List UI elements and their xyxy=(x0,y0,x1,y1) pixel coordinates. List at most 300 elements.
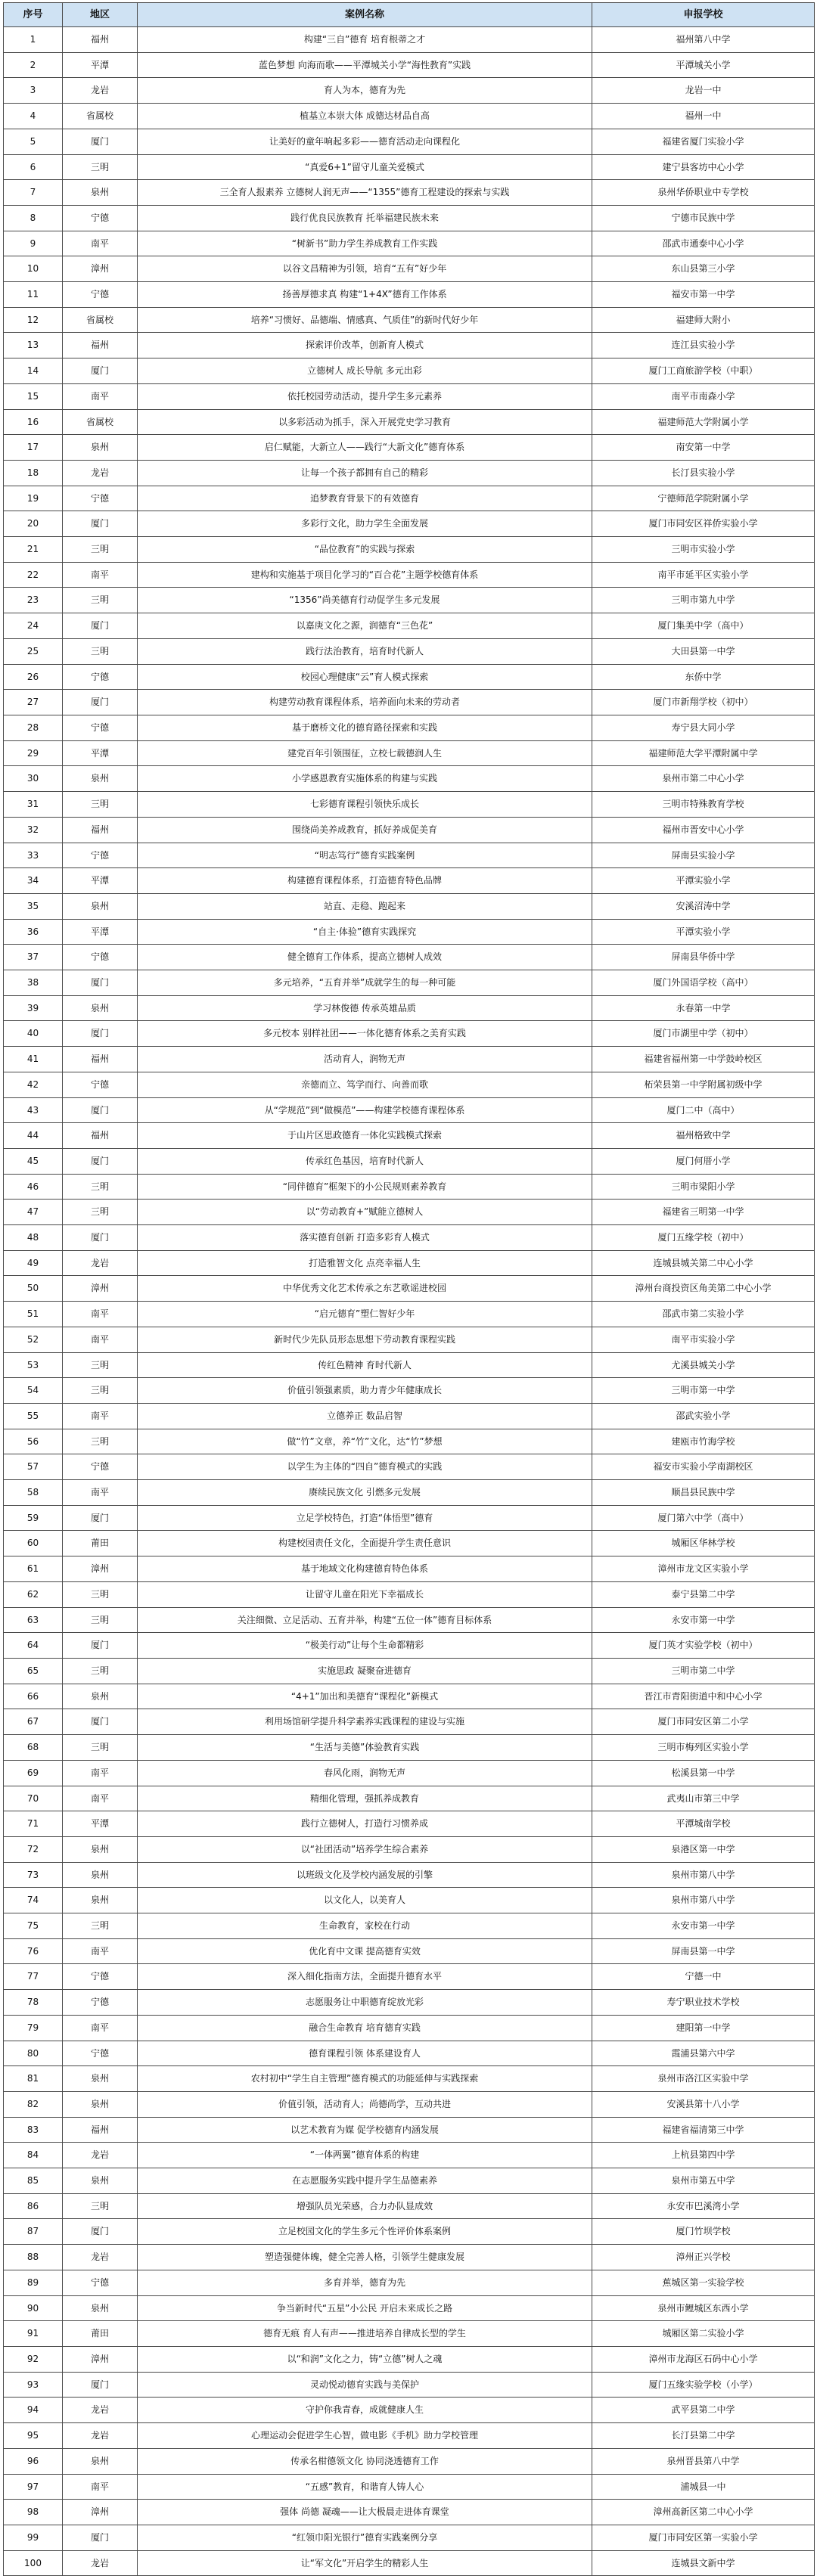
row-case-name-cell: 践行立德树人，打造行习惯养成 xyxy=(138,1811,592,1837)
row-school-cell: 寿宁职业技术学校 xyxy=(592,1990,815,2016)
table-row xyxy=(4,1964,815,1990)
row-region-cell: 龙岩 xyxy=(63,2398,138,2423)
row-case-name-cell: 农村初中“学生自主管理”德育模式的功能延伸与实践探索 xyxy=(138,2066,592,2092)
row-no-cell: 18 xyxy=(4,460,63,486)
row-school-cell: 厦门市湖里中学（初中） xyxy=(592,1021,815,1047)
row-case-name-cell: 心理运动会促进学生心智，做电影《手机》助力学校管理 xyxy=(138,2423,592,2449)
row-region-cell: 泉州 xyxy=(63,766,138,792)
row-school-cell: 宁德一中 xyxy=(592,1964,815,1990)
row-region-cell: 三明 xyxy=(63,1174,138,1200)
table-row xyxy=(4,1990,815,2016)
row-case-name-cell: “红领巾阳光银行”德育实践案例分享 xyxy=(138,2525,592,2550)
row-case-name-cell: 让“军文化”开启学生的精彩人生 xyxy=(138,2550,592,2576)
row-case-name-cell: 立德养正 数品启智 xyxy=(138,1403,592,1429)
row-region-cell: 南平 xyxy=(63,1938,138,1964)
table-row xyxy=(4,1378,815,1404)
row-school-cell: 建阳第一中学 xyxy=(592,2015,815,2041)
row-school-cell: 漳州台商投资区角美第二中心小学 xyxy=(592,1276,815,1302)
row-school-cell: 厦门集美中学（高中） xyxy=(592,613,815,639)
row-no-cell: 1 xyxy=(4,27,63,53)
row-no-cell: 26 xyxy=(4,664,63,690)
row-no-cell: 97 xyxy=(4,2474,63,2500)
row-region-cell: 南平 xyxy=(63,1760,138,1786)
row-school-cell: 武夷山市第三中学 xyxy=(592,1786,815,1811)
row-case-name-cell: 生命教育，家校在行动 xyxy=(138,1913,592,1939)
row-region-cell: 宁德 xyxy=(63,715,138,740)
row-school-cell: 三明市第二中学 xyxy=(592,1659,815,1684)
row-case-name-cell: 让美好的童年响起多彩——德育活动走向课程化 xyxy=(138,129,592,154)
row-region-cell: 泉州 xyxy=(63,1836,138,1862)
row-school-cell: 厦门第六中学（高中） xyxy=(592,1505,815,1531)
row-school-cell: 厦门英才实验学校（初中） xyxy=(592,1633,815,1659)
table-row xyxy=(4,2193,815,2219)
row-no-cell: 40 xyxy=(4,1021,63,1047)
row-no-cell: 63 xyxy=(4,1607,63,1633)
row-region-cell: 南平 xyxy=(63,1327,138,1352)
table-row xyxy=(4,1454,815,1480)
table-row xyxy=(4,537,815,563)
row-region-cell: 厦门 xyxy=(63,2219,138,2245)
table-row xyxy=(4,1097,815,1123)
row-region-cell: 福州 xyxy=(63,27,138,53)
row-no-cell: 83 xyxy=(4,2117,63,2143)
row-no-cell: 94 xyxy=(4,2398,63,2423)
row-school-cell: 三明市实验小学 xyxy=(592,537,815,563)
row-no-cell: 32 xyxy=(4,817,63,843)
row-no-cell: 89 xyxy=(4,2270,63,2295)
row-school-cell: 厦门二中（高中） xyxy=(592,1097,815,1123)
row-case-name-cell: 围绕尚美养成教育，抓好养成促美育 xyxy=(138,817,592,843)
row-school-cell: 厦门竹坝学校 xyxy=(592,2219,815,2245)
row-case-name-cell: 培养“习惯好、品德端、情感真、气质佳”的新时代好少年 xyxy=(138,307,592,333)
row-region-cell: 南平 xyxy=(63,2015,138,2041)
table-row xyxy=(4,205,815,231)
row-no-cell: 93 xyxy=(4,2372,63,2398)
table-row xyxy=(4,27,815,53)
row-region-cell: 宁德 xyxy=(63,2270,138,2295)
row-no-cell: 19 xyxy=(4,486,63,511)
table-row xyxy=(4,740,815,766)
row-no-cell: 84 xyxy=(4,2143,63,2168)
row-case-name-cell: 让留守儿童在阳光下幸福成长 xyxy=(138,1581,592,1607)
row-no-cell: 51 xyxy=(4,1302,63,1327)
row-region-cell: 泉州 xyxy=(63,995,138,1021)
row-school-cell: 福建省三明第一中学 xyxy=(592,1200,815,1225)
row-case-name-cell: 追梦教育背景下的有效德育 xyxy=(138,486,592,511)
row-school-cell: 永安市第一中学 xyxy=(592,1913,815,1939)
row-region-cell: 泉州 xyxy=(63,2448,138,2474)
row-case-name-cell: 让每一个孩子都拥有自己的精彩 xyxy=(138,460,592,486)
row-no-cell: 60 xyxy=(4,1531,63,1556)
row-case-name-cell: 探索评价改革，创新育人模式 xyxy=(138,333,592,358)
row-case-name-cell: 在志愿服务实践中提升学生品德素养 xyxy=(138,2168,592,2194)
table-row xyxy=(4,1021,815,1047)
table-row xyxy=(4,1225,815,1251)
row-school-cell: 泰宁县第二中学 xyxy=(592,1581,815,1607)
row-region-cell: 宁德 xyxy=(63,945,138,970)
table-row xyxy=(4,2143,815,2168)
row-no-cell: 2 xyxy=(4,52,63,78)
row-region-cell: 泉州 xyxy=(63,180,138,206)
row-region-cell: 宁德 xyxy=(63,486,138,511)
row-region-cell: 三明 xyxy=(63,154,138,180)
row-school-cell: 福建省厦门实验小学 xyxy=(592,129,815,154)
row-region-cell: 三明 xyxy=(63,588,138,613)
table-row xyxy=(4,1786,815,1811)
row-region-cell: 宁德 xyxy=(63,1454,138,1480)
table-row xyxy=(4,2398,815,2423)
table-row xyxy=(4,2448,815,2474)
row-case-name-cell: 活动育人，润物无声 xyxy=(138,1047,592,1072)
row-case-name-cell: 多彩行文化，助力学生全面发展 xyxy=(138,511,592,537)
row-school-cell: 厦门外国语学校（高中） xyxy=(592,970,815,996)
table-row xyxy=(4,307,815,333)
table-row xyxy=(4,1531,815,1556)
row-school-cell: 霞浦县第六中学 xyxy=(592,2041,815,2066)
table-row xyxy=(4,1403,815,1429)
row-no-cell: 48 xyxy=(4,1225,63,1251)
table-row xyxy=(4,486,815,511)
table-row xyxy=(4,1047,815,1072)
row-case-name-cell: 三全育人报素养 立德树人润无声——“1355”德育工程建设的探索与实践 xyxy=(138,180,592,206)
row-no-cell: 61 xyxy=(4,1556,63,1582)
table-row xyxy=(4,1811,815,1837)
row-no-cell: 28 xyxy=(4,715,63,740)
row-school-cell: 上杭县第四中学 xyxy=(592,2143,815,2168)
row-region-cell: 厦门 xyxy=(63,1225,138,1251)
row-no-cell: 52 xyxy=(4,1327,63,1352)
row-case-name-cell: 践行法治教育，培育时代新人 xyxy=(138,638,592,664)
row-school-cell: 长汀县第二中学 xyxy=(592,2423,815,2449)
table-row xyxy=(4,1938,815,1964)
header-region: 地区 xyxy=(63,3,138,27)
row-case-name-cell: 以艺术教育为媒 促学校德育内涵发展 xyxy=(138,2117,592,2143)
row-case-name-cell: 增强队员光荣感，合力办队显成效 xyxy=(138,2193,592,2219)
row-case-name-cell: 立足学校特色，打造“体悟型”德育 xyxy=(138,1505,592,1531)
row-region-cell: 三明 xyxy=(63,537,138,563)
row-case-name-cell: 德育课程引领 体系建设育人 xyxy=(138,2041,592,2066)
row-school-cell: 邵武市通泰中心小学 xyxy=(592,231,815,256)
table-row xyxy=(4,460,815,486)
row-case-name-cell: 以嘉庚文化之源，润德育“三色花” xyxy=(138,613,592,639)
row-no-cell: 21 xyxy=(4,537,63,563)
row-no-cell: 69 xyxy=(4,1760,63,1786)
row-case-name-cell: 深入细化指南方法，全面提升德育水平 xyxy=(138,1964,592,1990)
table-row xyxy=(4,690,815,715)
row-school-cell: 福州一中 xyxy=(592,104,815,129)
row-school-cell: 福建省福州第一中学鼓岭校区 xyxy=(592,1047,815,1072)
table-row xyxy=(4,2321,815,2347)
row-school-cell: 泉州市第八中学 xyxy=(592,1888,815,1913)
row-region-cell: 福州 xyxy=(63,333,138,358)
row-case-name-cell: 基于地域文化构建德育特色体系 xyxy=(138,1556,592,1582)
table-row xyxy=(4,2066,815,2092)
row-case-name-cell: 以“和润”文化之力，铸“立德”树人之魂 xyxy=(138,2346,592,2372)
row-case-name-cell: 立德树人 成长导航 多元出彩 xyxy=(138,358,592,384)
row-region-cell: 漳州 xyxy=(63,1556,138,1582)
row-school-cell: 厦门工商旅游学校（中职） xyxy=(592,358,815,384)
row-region-cell: 厦门 xyxy=(63,1097,138,1123)
row-no-cell: 73 xyxy=(4,1862,63,1888)
row-region-cell: 福州 xyxy=(63,817,138,843)
row-school-cell: 南平市实验小学 xyxy=(592,1327,815,1352)
row-no-cell: 66 xyxy=(4,1684,63,1709)
row-no-cell: 67 xyxy=(4,1709,63,1735)
row-no-cell: 22 xyxy=(4,562,63,588)
row-case-name-cell: 于山片区思政德育一体化实践模式探索 xyxy=(138,1123,592,1149)
row-case-name-cell: 中华优秀文化艺术传承之东艺歌谣进校园 xyxy=(138,1276,592,1302)
table-row xyxy=(4,638,815,664)
row-case-name-cell: “同伴德育”框架下的小公民规则素养教育 xyxy=(138,1174,592,1200)
row-case-name-cell: 志愿服务让中职德育绽放光彩 xyxy=(138,1990,592,2016)
table-row xyxy=(4,1836,815,1862)
header-case-name: 案例名称 xyxy=(138,3,592,27)
row-school-cell: 南平市南森小学 xyxy=(592,383,815,409)
row-region-cell: 三明 xyxy=(63,1913,138,1939)
table-row xyxy=(4,1633,815,1659)
row-case-name-cell: 价值引领强素质，助力青少年健康成长 xyxy=(138,1378,592,1404)
row-school-cell: 松溪县第一中学 xyxy=(592,1760,815,1786)
row-region-cell: 泉州 xyxy=(63,1862,138,1888)
row-no-cell: 34 xyxy=(4,868,63,894)
row-school-cell: 晋江市青阳街道中和中心小学 xyxy=(592,1684,815,1709)
row-school-cell: 泉州晋县第八中学 xyxy=(592,2448,815,2474)
row-no-cell: 49 xyxy=(4,1250,63,1276)
row-region-cell: 泉州 xyxy=(63,2066,138,2092)
row-no-cell: 92 xyxy=(4,2346,63,2372)
row-no-cell: 70 xyxy=(4,1786,63,1811)
row-no-cell: 88 xyxy=(4,2245,63,2270)
row-case-name-cell: 多元培养，“五育并举”成就学生的每一种可能 xyxy=(138,970,592,996)
row-case-name-cell: 立足校园文化的学生多元个性评价体系案例 xyxy=(138,2219,592,2245)
row-school-cell: 东侨中学 xyxy=(592,664,815,690)
table-row xyxy=(4,1352,815,1378)
row-case-name-cell: 建构和实施基于项目化学习的“百合花”主题学校德育体系 xyxy=(138,562,592,588)
table-row xyxy=(4,2423,815,2449)
table-row xyxy=(4,511,815,537)
row-region-cell: 福州 xyxy=(63,1123,138,1149)
row-case-name-cell: “五感”教育，和谐育人铸人心 xyxy=(138,2474,592,2500)
row-case-name-cell: 利用场馆研学提升科学素养实践课程的建设与实施 xyxy=(138,1709,592,1735)
row-case-name-cell: 从“学规范”到“做模范”——构建学校德育课程体系 xyxy=(138,1097,592,1123)
row-no-cell: 15 xyxy=(4,383,63,409)
row-no-cell: 7 xyxy=(4,180,63,206)
row-region-cell: 宁德 xyxy=(63,1964,138,1990)
row-school-cell: 泉州市第八中学 xyxy=(592,1862,815,1888)
row-no-cell: 3 xyxy=(4,78,63,104)
table-row xyxy=(4,2219,815,2245)
row-no-cell: 44 xyxy=(4,1123,63,1149)
table-row xyxy=(4,358,815,384)
row-case-name-cell: 以班级文化及学校内涵发展的引擎 xyxy=(138,1862,592,1888)
row-case-name-cell: 守护你我青春，成就健康人生 xyxy=(138,2398,592,2423)
row-no-cell: 27 xyxy=(4,690,63,715)
row-case-name-cell: “树新书”助力学生养成教育工作实践 xyxy=(138,231,592,256)
table-row xyxy=(4,231,815,256)
row-case-name-cell: 蓝色梦想 向海而歌——平潭城关小学“海性教育”实践 xyxy=(138,52,592,78)
row-school-cell: 漳州正兴学校 xyxy=(592,2245,815,2270)
row-region-cell: 龙岩 xyxy=(63,2423,138,2449)
row-school-cell: 柘荣县第一中学附属初级中学 xyxy=(592,1072,815,1097)
row-no-cell: 30 xyxy=(4,766,63,792)
row-no-cell: 99 xyxy=(4,2525,63,2550)
row-school-cell: 永春第一中学 xyxy=(592,995,815,1021)
row-no-cell: 77 xyxy=(4,1964,63,1990)
row-no-cell: 85 xyxy=(4,2168,63,2194)
row-case-name-cell: 建党百年引领围征，立校七载德润人生 xyxy=(138,740,592,766)
table-row xyxy=(4,1505,815,1531)
table-row xyxy=(4,1174,815,1200)
row-region-cell: 三明 xyxy=(63,1352,138,1378)
row-region-cell: 三明 xyxy=(63,638,138,664)
table-row xyxy=(4,1148,815,1174)
row-region-cell: 三明 xyxy=(63,1429,138,1454)
row-case-name-cell: 基于磨桥文化的德育路径探索和实践 xyxy=(138,715,592,740)
row-school-cell: 厦门市同安区祥侨实验小学 xyxy=(592,511,815,537)
row-region-cell: 龙岩 xyxy=(63,460,138,486)
row-school-cell: 连城县文新中学 xyxy=(592,2550,815,2576)
row-no-cell: 82 xyxy=(4,2091,63,2117)
row-region-cell: 厦门 xyxy=(63,690,138,715)
table-row xyxy=(4,154,815,180)
row-no-cell: 90 xyxy=(4,2295,63,2321)
row-school-cell: 永安市第一中学 xyxy=(592,1607,815,1633)
row-school-cell: 安溪县第十八小学 xyxy=(592,2091,815,2117)
table-row xyxy=(4,1659,815,1684)
row-case-name-cell: 启仁赋能，大新立人——践行“大新文化”德育体系 xyxy=(138,435,592,461)
table-row xyxy=(4,2091,815,2117)
row-school-cell: 平潭实验小学 xyxy=(592,919,815,945)
row-region-cell: 省属校 xyxy=(63,409,138,435)
row-region-cell: 厦门 xyxy=(63,358,138,384)
row-region-cell: 三明 xyxy=(63,1659,138,1684)
row-region-cell: 厦门 xyxy=(63,511,138,537)
table-row xyxy=(4,588,815,613)
row-school-cell: 福建省福清第三中学 xyxy=(592,2117,815,2143)
row-region-cell: 厦门 xyxy=(63,1505,138,1531)
table-row xyxy=(4,766,815,792)
row-region-cell: 宁德 xyxy=(63,664,138,690)
row-case-name-cell: 春风化雨，润物无声 xyxy=(138,1760,592,1786)
row-region-cell: 莆田 xyxy=(63,2321,138,2347)
table-row xyxy=(4,995,815,1021)
row-no-cell: 58 xyxy=(4,1480,63,1506)
table-header-row xyxy=(4,3,815,27)
table-row xyxy=(4,715,815,740)
row-school-cell: 寿宁县大同小学 xyxy=(592,715,815,740)
row-region-cell: 厦门 xyxy=(63,1021,138,1047)
row-no-cell: 24 xyxy=(4,613,63,639)
row-no-cell: 57 xyxy=(4,1454,63,1480)
row-no-cell: 5 xyxy=(4,129,63,154)
table-row xyxy=(4,333,815,358)
row-region-cell: 南平 xyxy=(63,562,138,588)
row-region-cell: 南平 xyxy=(63,231,138,256)
row-case-name-cell: 小学感恩教育实施体系的构建与实践 xyxy=(138,766,592,792)
row-case-name-cell: “极美行动”让每个生命都精彩 xyxy=(138,1633,592,1659)
row-case-name-cell: 亲德而立、笃学而行、向善而歌 xyxy=(138,1072,592,1097)
row-no-cell: 71 xyxy=(4,1811,63,1837)
row-school-cell: 三明市第九中学 xyxy=(592,588,815,613)
row-no-cell: 47 xyxy=(4,1200,63,1225)
row-region-cell: 平潭 xyxy=(63,868,138,894)
table-row xyxy=(4,129,815,154)
row-region-cell: 龙岩 xyxy=(63,1250,138,1276)
row-region-cell: 南平 xyxy=(63,383,138,409)
row-region-cell: 福州 xyxy=(63,1047,138,1072)
row-region-cell: 平潭 xyxy=(63,52,138,78)
table-row xyxy=(4,1581,815,1607)
row-no-cell: 80 xyxy=(4,2041,63,2066)
row-school-cell: 建瓯市竹海学校 xyxy=(592,1429,815,1454)
row-region-cell: 宁德 xyxy=(63,205,138,231)
row-region-cell: 南平 xyxy=(63,2474,138,2500)
row-case-name-cell: “一体两翼”德育体系的构建 xyxy=(138,2143,592,2168)
row-case-name-cell: 七彩德育课程引领快乐成长 xyxy=(138,792,592,818)
row-no-cell: 79 xyxy=(4,2015,63,2041)
row-school-cell: 平潭实验小学 xyxy=(592,868,815,894)
row-school-cell: 泉州华侨职业中专学校 xyxy=(592,180,815,206)
row-region-cell: 南平 xyxy=(63,1403,138,1429)
row-school-cell: 福安市实验小学南湖校区 xyxy=(592,1454,815,1480)
row-no-cell: 43 xyxy=(4,1097,63,1123)
row-school-cell: 南安第一中学 xyxy=(592,435,815,461)
row-case-name-cell: 多育并举，德育为先 xyxy=(138,2270,592,2295)
row-case-name-cell: 育人为本，德育为先 xyxy=(138,78,592,104)
row-case-name-cell: “1356”尚美德育行动促学生多元发展 xyxy=(138,588,592,613)
row-school-cell: 屏南县华侨中学 xyxy=(592,945,815,970)
row-no-cell: 100 xyxy=(4,2550,63,2576)
row-case-name-cell: 争当新时代“五星”小公民 开启未来成长之路 xyxy=(138,2295,592,2321)
row-region-cell: 宁德 xyxy=(63,282,138,308)
row-case-name-cell: 多元校本 别样社团——一体化德育体系之美育实践 xyxy=(138,1021,592,1047)
row-case-name-cell: 优化育中文课 提高德育实效 xyxy=(138,1938,592,1964)
row-case-name-cell: 构建劳动教育课程体系，培养面向未来的劳动者 xyxy=(138,690,592,715)
row-case-name-cell: 精细化管理，强抓养成教育 xyxy=(138,1786,592,1811)
table-row xyxy=(4,1302,815,1327)
row-school-cell: 屏南县实验小学 xyxy=(592,843,815,868)
row-school-cell: 建宁县客坊中心小学 xyxy=(592,154,815,180)
row-case-name-cell: 融合生命教育 培育德育实践 xyxy=(138,2015,592,2041)
row-region-cell: 漳州 xyxy=(63,2346,138,2372)
row-no-cell: 31 xyxy=(4,792,63,818)
row-region-cell: 三明 xyxy=(63,1378,138,1404)
table-row xyxy=(4,2117,815,2143)
row-case-name-cell: 以学生为主体的“四自”德育模式的实践 xyxy=(138,1454,592,1480)
row-region-cell: 南平 xyxy=(63,1302,138,1327)
row-no-cell: 46 xyxy=(4,1174,63,1200)
row-no-cell: 37 xyxy=(4,945,63,970)
case-table xyxy=(3,2,815,2576)
row-no-cell: 86 xyxy=(4,2193,63,2219)
row-region-cell: 漳州 xyxy=(63,2500,138,2525)
row-no-cell: 76 xyxy=(4,1938,63,1964)
row-region-cell: 龙岩 xyxy=(63,2245,138,2270)
row-region-cell: 厦门 xyxy=(63,613,138,639)
row-case-name-cell: 价值引领，活动育人；尚德尚学，互动共进 xyxy=(138,2091,592,2117)
row-region-cell: 平潭 xyxy=(63,1811,138,1837)
row-case-name-cell: 以文化人，以美育人 xyxy=(138,1888,592,1913)
row-no-cell: 96 xyxy=(4,2448,63,2474)
row-region-cell: 漳州 xyxy=(63,256,138,282)
row-school-cell: 三明市第一中学 xyxy=(592,1378,815,1404)
row-school-cell: 尤溪县城关小学 xyxy=(592,1352,815,1378)
row-no-cell: 42 xyxy=(4,1072,63,1097)
row-region-cell: 厦门 xyxy=(63,1148,138,1174)
row-school-cell: 厦门市新翔学校（初中） xyxy=(592,690,815,715)
table-row xyxy=(4,1429,815,1454)
row-school-cell: 宁德市民族中学 xyxy=(592,205,815,231)
